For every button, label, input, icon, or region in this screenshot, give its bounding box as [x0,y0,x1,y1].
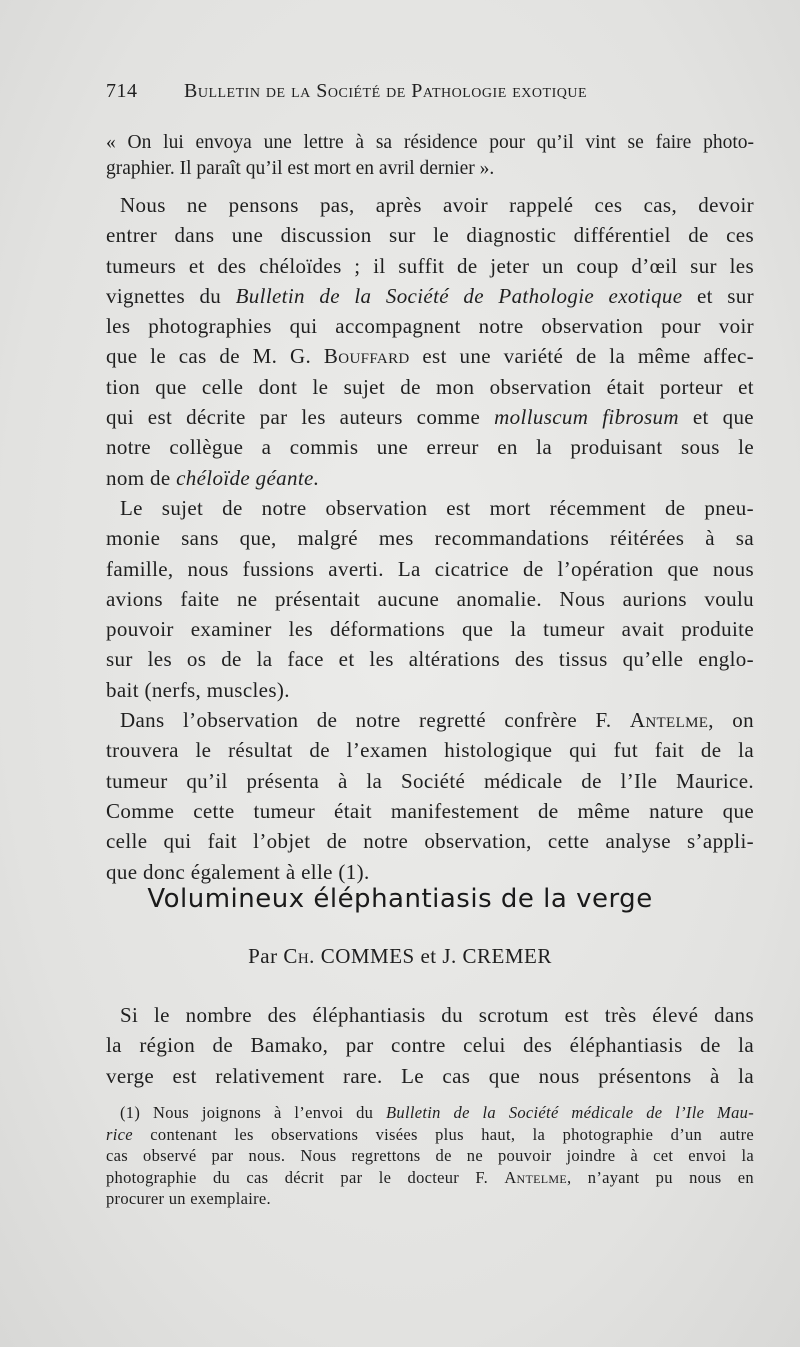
text-line: sur les os de la face et les altérations des tissus qu’elle englo- [106,647,754,672]
text-line: Nous ne pensons pas, après avoir rappelé ces cas, devoir [120,193,754,217]
article-body [106,1000,754,1091]
text-line: tumeur qu’il présenta à la Société médicale de l’Ile Maurice. [106,768,754,793]
footnote-line: (1) Nous joignons à l’envoi du Bulletin de la Société médicale de l’Ile Mau- [120,1103,754,1122]
text-line: que donc également à elle (1). [106,859,370,884]
body-text-main [106,190,754,887]
article-title: Volumineux éléphantiasis de la verge [147,884,653,914]
text-line: graphier. Il paraît qu’il est mort en avril dernier ». [106,158,495,179]
author-name: Bouffard [323,344,410,369]
text-line: vignettes du Bulletin de la Société de Pathologie exotique et sur [106,283,754,308]
italic-citation: Bulletin de la Société de Pathologie exotique [235,283,683,308]
footnote-line: procurer un exemplaire. [106,1189,271,1208]
running-header [106,80,746,116]
text-line: trouvera le résultat de l’examen histologique qui fut fait de la [106,738,754,763]
italic-term: molluscum fibrosum [494,405,679,430]
text-line: les photographies qui accompagnent notre observation pour voir [106,314,754,339]
footnote [106,1102,754,1210]
article-byline: Par Ch. COMMES et J. CREMER [248,944,552,968]
quoted-paragraph [106,130,754,182]
text-line: avions faite ne présentait aucune anomalie. Nous aurions voulu [106,586,754,611]
text-line: pouvoir examiner les déformations que la tumeur avait produite [106,617,754,642]
page-number: 714 [106,80,138,102]
text-line: Dans l’observation de notre regretté confrère F. Antelme, on [120,708,754,733]
footnote-line: cas observé par nous. Nous regrettons de ne pouvoir joindre à cet envoi la [106,1146,754,1165]
text-line: Si le nombre des éléphantiasis du scrotum est très élevé dans [120,1003,754,1027]
text-line: la région de Bamako, par contre celui des éléphantiasis de la [106,1033,754,1058]
text-line: verge est relativement rare. Le cas que nous présentons à la [106,1063,754,1088]
text-line: tumeurs et des chéloïdes ; il suffit de jeter un coup d’œil sur les [106,253,754,278]
footnote-line: rice contenant les observations visées plus haut, la photographie d’un autre [106,1124,754,1144]
text-line: celle qui fait l’objet de notre observation, cette analyse s’appli- [106,829,754,854]
text-line: qui est décrite par les auteurs comme molluscum fibrosum et que [106,405,754,430]
text-line: que le cas de M. G. Bouffard est une variété de la même affec- [106,344,754,369]
text-line: Le sujet de notre observation est mort récemment de pneu- [120,495,754,520]
text-line: Comme cette tumeur était manifestement de même nature que [106,798,754,823]
text-line: famille, nous fussions averti. La cicatrice de l’opération que nous [106,556,754,581]
text-line: tion que celle dont le sujet de mon observation était porteur et [106,374,754,399]
text-line: bait (nerfs, muscles). [106,677,290,702]
author-name: Antelme [629,708,709,733]
text-line: nom de chéloïde géante. [106,465,320,490]
text-line: « On lui envoya une lettre à sa résidence pour qu’il vint se faire photo- [106,132,754,153]
italic-term: chéloïde géante. [176,465,320,490]
text-line: entrer dans une discussion sur le diagnostic différentiel de ces [106,223,754,248]
running-title: Bulletin de la Société de Pathologie exotique [184,80,588,102]
text-line: monie sans que, malgré mes recommandations réitérées à sa [106,526,754,551]
text-line: notre collègue a commis une erreur en la produisant sous le [106,435,754,460]
footnote-line: photographie du cas décrit par le docteur F. Antelme, n’ayant pu nous en [106,1167,754,1187]
